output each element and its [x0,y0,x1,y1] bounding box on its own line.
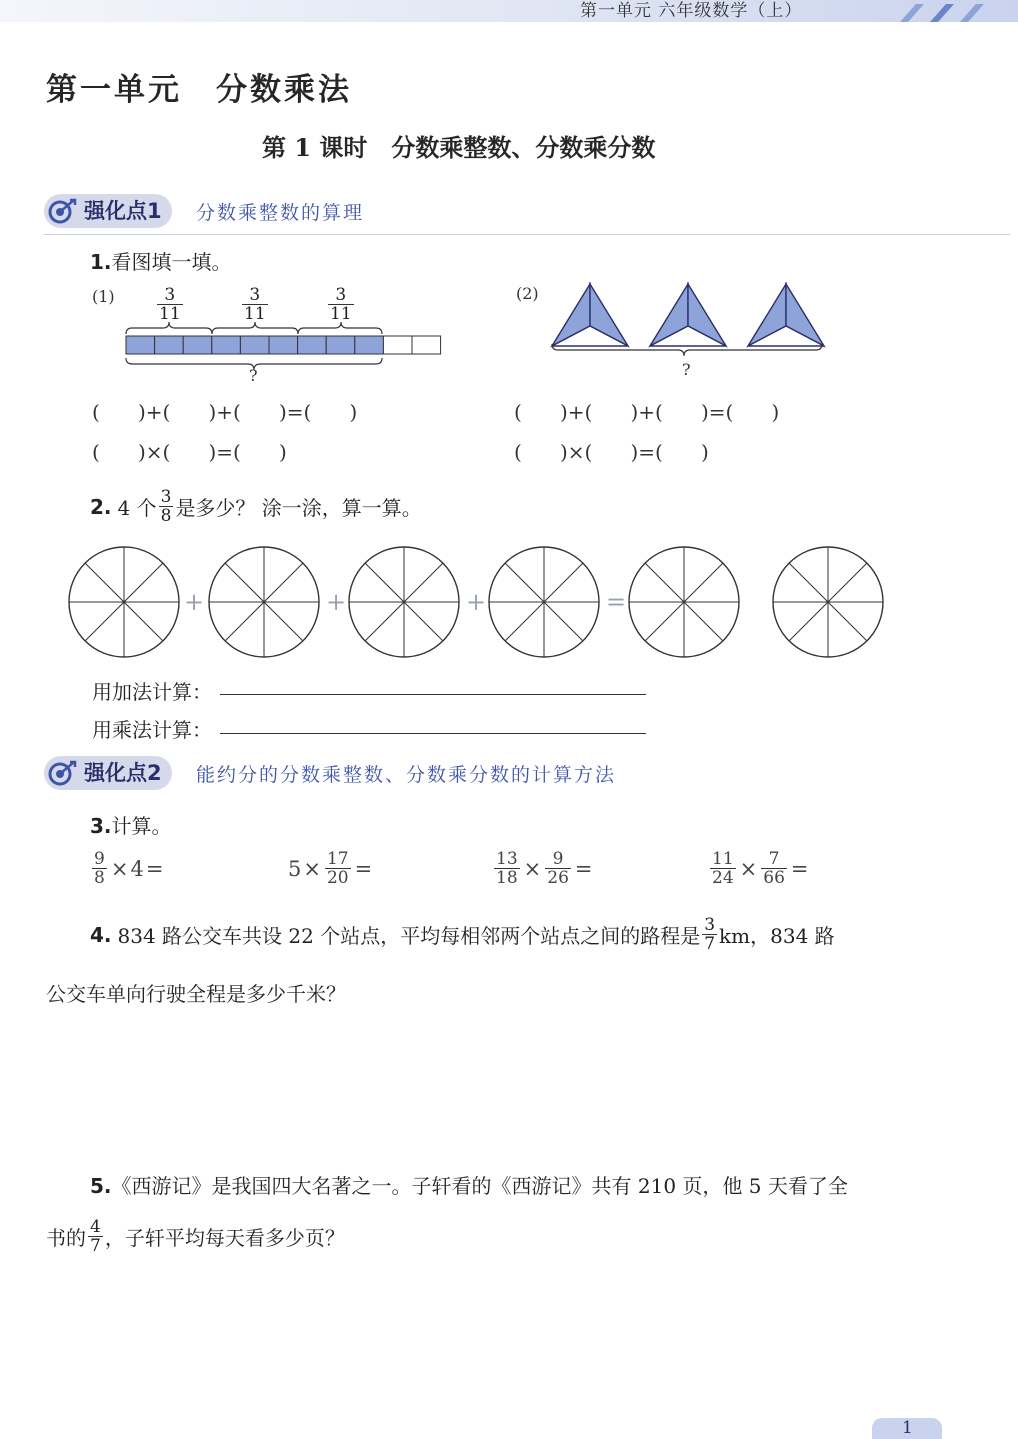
multiplication-blanks-1[interactable]: ( )×( )=( ) [92,440,287,464]
decor-stripe [930,4,954,22]
question-3-prompt [90,810,172,839]
question-number: 5. [90,1174,112,1198]
section-label: 强化点2 [44,756,172,790]
bar-cell-shaded [326,336,355,354]
part-1-label: (1) [92,287,115,306]
triangles-group [552,284,824,346]
bar-cell-shaded [298,336,327,354]
question-mark: ? [682,360,691,379]
bar-cells [126,336,441,354]
question-number: 1. [90,250,112,274]
fraction: $\frac{3}{8}$ [160,487,172,526]
section-subtitle: 分数乘整数的算理 [196,202,365,224]
bar-cell-shaded [155,336,184,354]
section-banner-2 [44,756,1010,790]
target-icon [48,760,78,786]
decor-stripe [900,4,924,22]
calc-item-1: $\frac{9}{8}$ × 4 = [94,849,164,888]
bar-cell-shaded [183,336,212,354]
section-rule [44,234,1010,235]
target-icon [48,198,78,224]
bar-cell-shaded [355,336,384,354]
question-5-line-2: 书的 $\frac{4}{7}$ ，子轩平均每天看多少页？ [46,1217,345,1256]
calc-item-3: $\frac{13}{18}$ × $\frac{9}{26}$ = [496,849,593,888]
bar-cell [383,336,412,354]
bar-cell-shaded [126,336,155,354]
running-header: 第一单元 六年级数学（上） [580,1,803,21]
operator-plus: + [465,588,487,616]
question-2-prompt: 2. 4 个 $\frac{3}{8}$ 是多少？ 涂一涂，算一算。 [90,487,422,526]
question-text: 计算。 [111,814,172,838]
brace-top-1 [126,322,212,334]
unit-title: 第一单元 分数乘法 [46,72,352,108]
operator-plus: + [325,588,347,616]
fraction-label-2: $\frac{3}{11}$ [244,285,266,324]
multiplication-label: 用乘法计算： [92,718,212,742]
question-4-line-1: 4. 834 路公交车共设 22 个站点，平均每相邻两个站点之间的路程是 $\frac{3}{7}$ km，834 路 [90,915,835,954]
question-5-line-1: 5.《西游记》是我国四大名著之一。子轩看的《西游记》共有 210 页，他 5 天看了全 [90,1174,848,1198]
circles-diagram [60,540,900,664]
bar-cell-shaded [240,336,269,354]
fraction-label-3: $\frac{3}{11}$ [330,285,352,324]
part-2-label: (2) [516,284,539,303]
addition-blanks-1[interactable]: ( )+( )+( )=( ) [92,400,358,424]
bar-model-diagram [120,322,450,388]
calc-item-4: $\frac{11}{24}$ × $\frac{7}{66}$ = [712,849,809,888]
brace-top-3 [298,322,382,334]
page-number: 1 [902,1418,913,1438]
decor-stripe [960,4,984,22]
fraction: $\frac{3}{7}$ [704,915,716,954]
calc-item-2: 5 × $\frac{17}{20}$ = [288,849,373,888]
question-4-line-2: 公交车单向行驶全程是多少千米？ [46,982,346,1006]
addition-answer-line[interactable] [220,694,646,695]
operator-plus: + [183,588,205,616]
question-number: 2. [90,494,112,519]
multiplication-answer-line[interactable] [220,733,646,734]
section-banner-1 [44,194,1010,228]
header-decoration [880,0,1018,22]
brace-top-2 [212,322,298,334]
addition-blanks-2[interactable]: ( )+( )+( )=( ) [514,400,780,424]
bar-cell-shaded [212,336,241,354]
lesson-title: 第 1 课时 分数乘整数、分数乘分数 [262,133,656,162]
question-text: 看图填一填。 [111,250,232,274]
question-mark: ? [249,366,258,385]
multiplication-blanks-2[interactable]: ( )×( )=( ) [514,440,709,464]
bar-cell [412,336,441,354]
operator-equals: = [605,588,627,616]
triangles-diagram [548,282,830,360]
header-strip [0,0,1018,22]
question-1-prompt [90,246,232,275]
question-number: 3. [90,814,112,838]
fraction-label-1: $\frac{3}{11}$ [159,285,181,324]
question-number: 4. [90,922,112,947]
bar-cell-shaded [269,336,298,354]
fraction: $\frac{4}{7}$ [90,1217,101,1256]
addition-label: 用加法计算： [92,680,212,704]
section-label: 强化点1 [44,194,172,228]
section-subtitle: 能约分的分数乘整数、分数乘分数的计算方法 [196,764,617,786]
